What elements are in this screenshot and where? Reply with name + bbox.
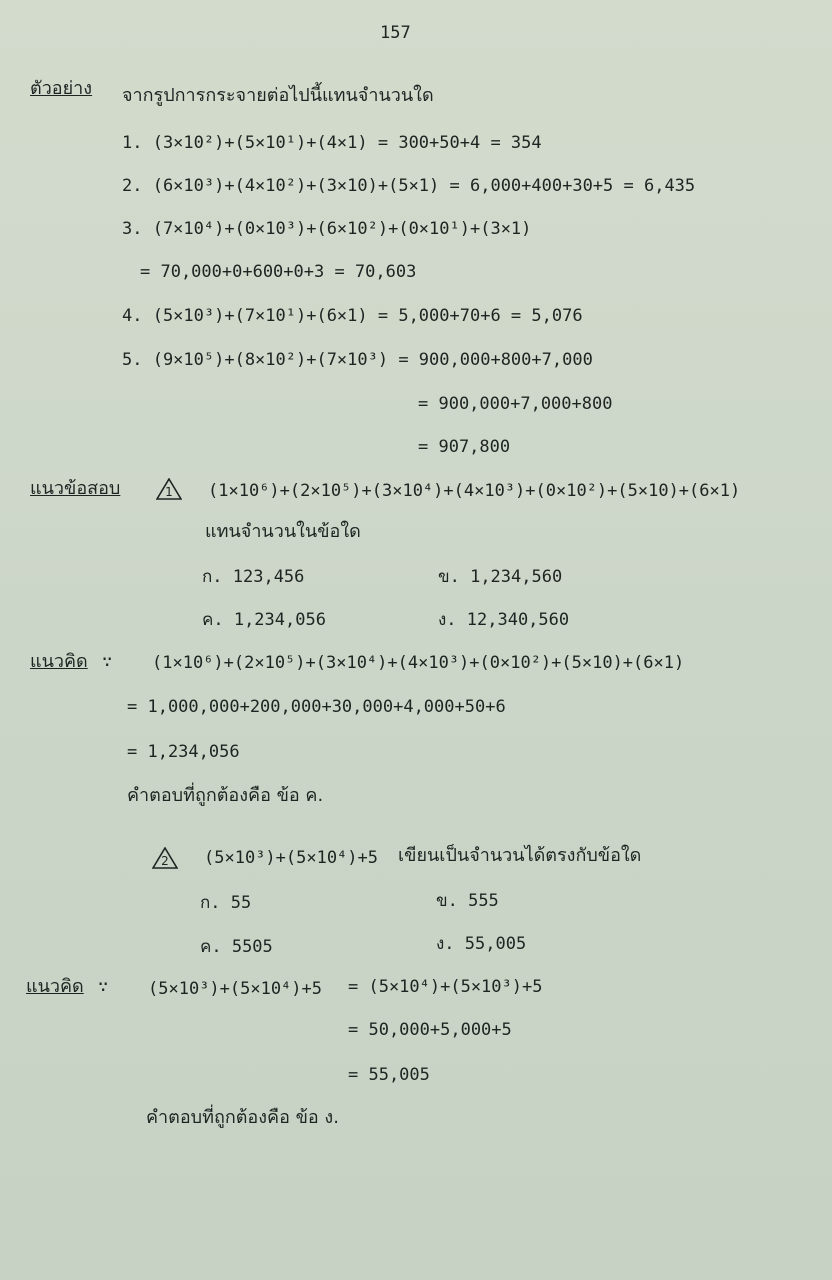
solution1-line-3: = 1,234,056 (127, 742, 240, 762)
exam-q2-choice-c: ค. 5505 (200, 937, 273, 957)
example-item-5: 5. (9×10⁵)+(8×10²)+(7×10³) = 900,000+800+7,000 (122, 350, 593, 370)
solution2-line-1: = (5×10⁴)+(5×10³)+5 (348, 977, 543, 997)
solution2-line-3: = 55,005 (348, 1065, 430, 1085)
exam-q2-choice-b: ข. 555 (436, 891, 499, 911)
triangle-number-1-icon (156, 478, 182, 500)
example-item-5-step: = 900,000+7,000+800 (418, 394, 613, 414)
exam-q1-choice-b: ข. 1,234,560 (438, 567, 563, 587)
solution1-therefore-symbol: ∵ (102, 652, 113, 672)
solution1-line-2: = 1,000,000+200,000+30,000+4,000+50+6 (127, 697, 506, 717)
example-item-2: 2. (6×10³)+(4×10²)+(3×10)+(5×1) = 6,000+400+30+5 = 6,435 (122, 176, 696, 196)
exam-q1-choice-c: ค. 1,234,056 (202, 610, 326, 630)
exam-q1-expression: (1×10⁶)+(2×10⁵)+(3×10⁴)+(4×10³)+(0×10²)+(5×10)+(6×1) (208, 481, 741, 501)
solution2-lhs: (5×10³)+(5×10⁴)+5 (148, 979, 322, 999)
solution1-line-1: (1×10⁶)+(2×10⁵)+(3×10⁴)+(4×10³)+(0×10²)+(5×10)+(6×1) (152, 653, 685, 673)
solution2-therefore-symbol: ∵ (98, 977, 109, 997)
solution2-line-2: = 50,000+5,000+5 (348, 1020, 512, 1040)
exam-q1-choice-d: ง. 12,340,560 (438, 610, 570, 630)
example-item-5-result: = 907,800 (418, 437, 511, 457)
exam-q2-question: เขียนเป็นจำนวนได้ตรงกับข้อใด (398, 845, 642, 866)
page-number: 157 (380, 23, 411, 43)
triangle-number-2-icon (152, 847, 178, 869)
triangle-2-number: 2 (161, 854, 169, 868)
exam-q1-question: แทนจำนวนในข้อใด (205, 521, 361, 542)
triangle-1-number: 1 (165, 485, 173, 499)
solution1-answer: คำตอบที่ถูกต้องคือ ข้อ ค. (127, 785, 324, 806)
exam-q1-choice-a: ก. 123,456 (202, 567, 305, 587)
example-label: ตัวอย่าง (30, 78, 93, 99)
exam-q2-choice-a: ก. 55 (200, 893, 252, 913)
solution2-label: แนวคิด (26, 976, 84, 997)
solution2-answer: คำตอบที่ถูกต้องคือ ข้อ ง. (146, 1107, 339, 1128)
example-question: จากรูปการกระจายต่อไปนี้แทนจำนวนใด (122, 85, 434, 106)
example-item-3-result: = 70,000+0+600+0+3 = 70,603 (140, 262, 417, 282)
example-item-4: 4. (5×10³)+(7×10¹)+(6×1) = 5,000+70+6 = 5,076 (122, 306, 583, 326)
exam-q2-expression: (5×10³)+(5×10⁴)+5 (204, 848, 378, 868)
exam-q2-choice-d: ง. 55,005 (436, 934, 527, 954)
example-item-3: 3. (7×10⁴)+(0×10³)+(6×10²)+(0×10¹)+(3×1) (122, 219, 532, 239)
solution1-label: แนวคิด (30, 651, 88, 672)
example-item-1: 1. (3×10²)+(5×10¹)+(4×1) = 300+50+4 = 354 (122, 133, 542, 153)
exam-label: แนวข้อสอบ (30, 478, 121, 499)
